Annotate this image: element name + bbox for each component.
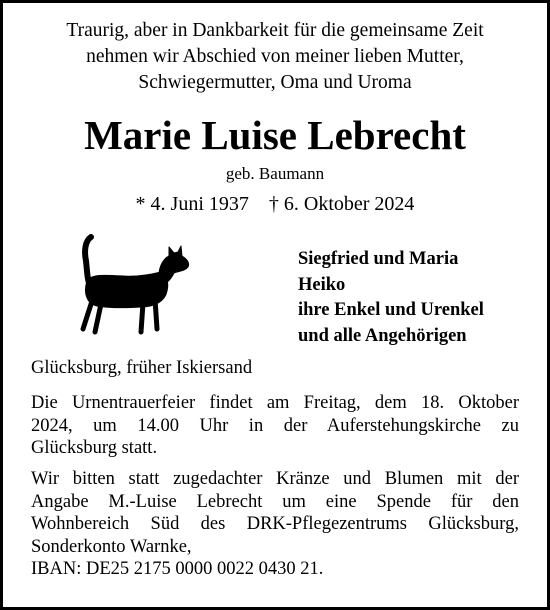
- funeral-line: Glücksburg statt.: [31, 438, 158, 458]
- cat-icon: [75, 229, 191, 339]
- place-text: [31, 357, 519, 380]
- intro-line: Schwiegermutter, Oma und Uroma: [138, 72, 412, 93]
- intro-line: Traurig, aber in Dankbarkeit für die gemeinsame Zeit: [66, 20, 484, 41]
- birth-date: * 4. Juni 1937: [135, 193, 249, 215]
- death-date: † 6. Oktober 2024: [268, 193, 415, 215]
- mourner-line: Siegfried und Maria: [298, 249, 459, 269]
- donation-info: [31, 468, 519, 581]
- donation-line: Wir bitten statt zugedachter Kränze und Blumen mit der: [31, 469, 519, 489]
- deceased-name: Marie Luise Lebrecht: [84, 112, 466, 158]
- mourner-line: und alle Angehörigen: [298, 325, 467, 346]
- donation-line: Sonderkonto Warnke,: [31, 536, 192, 557]
- intro-text: [3, 18, 547, 96]
- funeral-info: [31, 392, 519, 460]
- funeral-line: 2024, um 14.00 Uhr in der Auferstehungskirche zu: [31, 415, 519, 436]
- mourner-line: ihre Enkel und Urenkel: [298, 300, 484, 320]
- funeral-line: Die Urnentrauerfeier findet am Freitag, dem 18. Oktober: [31, 393, 519, 413]
- maiden-name: geb. Baumann: [225, 164, 325, 183]
- mourner-line: Heiko: [298, 274, 346, 295]
- donation-line: Angabe M.-Luise Lebrecht um eine Spende für den: [31, 491, 519, 512]
- donation-line: Wohnbereich Süd des DRK-Pflegezentrums Glücksburg,: [31, 514, 519, 534]
- place-line: Glücksburg, früher Iskiersand: [31, 358, 253, 378]
- mourners-list: [298, 247, 484, 349]
- life-dates: [3, 191, 547, 217]
- intro-line: nehmen wir Abschied von meiner lieben Mutter,: [86, 46, 464, 67]
- iban-line: IBAN: DE25 2175 0000 0022 0430 21.: [31, 559, 324, 579]
